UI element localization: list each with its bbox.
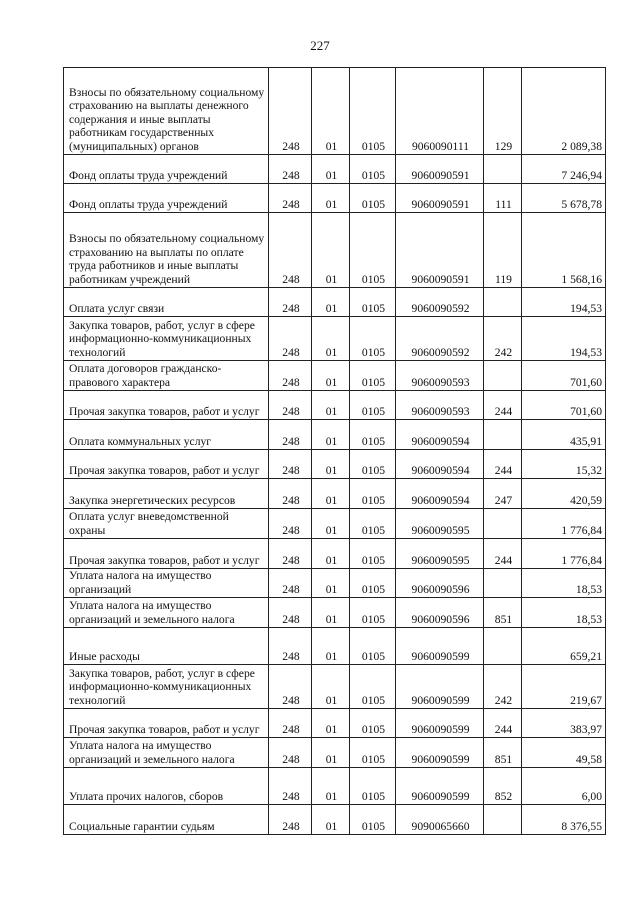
target-article-code: 9060090593 [396, 361, 484, 391]
expense-name: Закупка товаров, работ, услуг в сфере информационно-коммуникационных технологий [64, 665, 269, 709]
target-article-code: 9060090599 [396, 768, 484, 805]
expense-type-code [484, 420, 522, 450]
target-article-code: 9060090595 [396, 509, 484, 539]
section-code: 01 [312, 509, 350, 539]
subsection-code: 0105 [350, 155, 396, 184]
target-article-code: 9060090591 [396, 155, 484, 184]
expense-type-code [484, 628, 522, 665]
target-article-code: 9060090591 [396, 213, 484, 288]
section-code: 01 [312, 391, 350, 420]
subsection-code: 0105 [350, 738, 396, 768]
amount: 194,53 [522, 317, 606, 361]
expense-name: Уплата прочих налогов, сборов [64, 768, 269, 805]
amount: 383,97 [522, 709, 606, 738]
amount: 420,59 [522, 479, 606, 509]
expense-name: Уплата налога на имущество организаций и земельного налога [64, 598, 269, 628]
subsection-code: 0105 [350, 665, 396, 709]
section-code: 01 [312, 184, 350, 213]
table-row [64, 391, 606, 420]
department-code: 248 [269, 768, 312, 805]
expense-name: Уплата налога на имущество организаций и земельного налога [64, 738, 269, 768]
subsection-code: 0105 [350, 479, 396, 509]
department-code: 248 [269, 805, 312, 835]
amount: 1 568,16 [522, 213, 606, 288]
expense-type-code: 852 [484, 768, 522, 805]
expense-name: Взносы по обязательному социальному страхованию на выплаты денежного содержания и иные выплаты работникам государственных (муниципальных) органов [64, 68, 269, 155]
budget-table-body [64, 68, 606, 835]
amount: 8 376,55 [522, 805, 606, 835]
section-code: 01 [312, 155, 350, 184]
department-code: 248 [269, 361, 312, 391]
expense-type-code: 244 [484, 709, 522, 738]
amount: 18,53 [522, 598, 606, 628]
section-code: 01 [312, 628, 350, 665]
table-row [64, 184, 606, 213]
amount: 219,67 [522, 665, 606, 709]
subsection-code: 0105 [350, 68, 396, 155]
department-code: 248 [269, 420, 312, 450]
expense-type-code [484, 805, 522, 835]
amount: 1 776,84 [522, 539, 606, 569]
table-row [64, 569, 606, 598]
target-article-code: 9060090591 [396, 184, 484, 213]
target-article-code: 9060090593 [396, 391, 484, 420]
expense-name: Оплата коммунальных услуг [64, 420, 269, 450]
expense-type-code [484, 288, 522, 317]
table-row [64, 709, 606, 738]
section-code: 01 [312, 805, 350, 835]
expense-type-code: 129 [484, 68, 522, 155]
table-row [64, 598, 606, 628]
expense-type-code: 244 [484, 539, 522, 569]
amount: 2 089,38 [522, 68, 606, 155]
amount: 659,21 [522, 628, 606, 665]
subsection-code: 0105 [350, 317, 396, 361]
section-code: 01 [312, 709, 350, 738]
expense-type-code: 851 [484, 738, 522, 768]
amount: 435,91 [522, 420, 606, 450]
department-code: 248 [269, 288, 312, 317]
table-row [64, 155, 606, 184]
section-code: 01 [312, 569, 350, 598]
expense-name: Уплата налога на имущество организаций [64, 569, 269, 598]
subsection-code: 0105 [350, 569, 396, 598]
department-code: 248 [269, 317, 312, 361]
target-article-code: 9060090594 [396, 450, 484, 479]
expense-type-code: 851 [484, 598, 522, 628]
expense-type-code: 242 [484, 665, 522, 709]
expense-name: Фонд оплаты труда учреждений [64, 184, 269, 213]
expense-type-code: 244 [484, 391, 522, 420]
expense-name: Прочая закупка товаров, работ и услуг [64, 539, 269, 569]
section-code: 01 [312, 450, 350, 479]
target-article-code: 9060090596 [396, 598, 484, 628]
department-code: 248 [269, 155, 312, 184]
table-row [64, 361, 606, 391]
table-row [64, 288, 606, 317]
amount: 701,60 [522, 361, 606, 391]
expense-type-code: 119 [484, 213, 522, 288]
department-code: 248 [269, 569, 312, 598]
table-row [64, 768, 606, 805]
amount: 1 776,84 [522, 509, 606, 539]
department-code: 248 [269, 598, 312, 628]
section-code: 01 [312, 213, 350, 288]
expense-name: Прочая закупка товаров, работ и услуг [64, 450, 269, 479]
section-code: 01 [312, 598, 350, 628]
department-code: 248 [269, 539, 312, 569]
target-article-code: 9060090594 [396, 420, 484, 450]
subsection-code: 0105 [350, 184, 396, 213]
expense-name: Прочая закупка товаров, работ и услуг [64, 709, 269, 738]
subsection-code: 0105 [350, 420, 396, 450]
subsection-code: 0105 [350, 450, 396, 479]
subsection-code: 0105 [350, 361, 396, 391]
budget-table [63, 67, 606, 835]
target-article-code: 9060090594 [396, 479, 484, 509]
department-code: 248 [269, 628, 312, 665]
expense-type-code: 242 [484, 317, 522, 361]
subsection-code: 0105 [350, 628, 396, 665]
expense-type-code [484, 361, 522, 391]
expense-type-code [484, 509, 522, 539]
amount: 5 678,78 [522, 184, 606, 213]
expense-type-code [484, 155, 522, 184]
target-article-code: 9060090599 [396, 628, 484, 665]
table-row [64, 317, 606, 361]
target-article-code: 9060090592 [396, 317, 484, 361]
amount: 7 246,94 [522, 155, 606, 184]
amount: 18,53 [522, 569, 606, 598]
department-code: 248 [269, 391, 312, 420]
section-code: 01 [312, 288, 350, 317]
page-number: 227 [310, 38, 330, 53]
table-row [64, 805, 606, 835]
amount: 15,32 [522, 450, 606, 479]
subsection-code: 0105 [350, 805, 396, 835]
target-article-code: 9060090599 [396, 709, 484, 738]
amount: 49,58 [522, 738, 606, 768]
section-code: 01 [312, 361, 350, 391]
amount: 701,60 [522, 391, 606, 420]
table-row [64, 420, 606, 450]
subsection-code: 0105 [350, 598, 396, 628]
expense-type-code: 244 [484, 450, 522, 479]
department-code: 248 [269, 450, 312, 479]
table-row [64, 539, 606, 569]
target-article-code: 9060090599 [396, 738, 484, 768]
expense-type-code: 111 [484, 184, 522, 213]
expense-name: Фонд оплаты труда учреждений [64, 155, 269, 184]
subsection-code: 0105 [350, 288, 396, 317]
expense-name: Оплата услуг вневедомственной охраны [64, 509, 269, 539]
section-code: 01 [312, 665, 350, 709]
expense-type-code [484, 569, 522, 598]
section-code: 01 [312, 479, 350, 509]
department-code: 248 [269, 68, 312, 155]
table-row [64, 628, 606, 665]
table-row [64, 738, 606, 768]
amount: 194,53 [522, 288, 606, 317]
target-article-code: 9090065660 [396, 805, 484, 835]
expense-name: Социальные гарантии судьям [64, 805, 269, 835]
expense-type-code: 247 [484, 479, 522, 509]
expense-name: Закупка энергетических ресурсов [64, 479, 269, 509]
section-code: 01 [312, 768, 350, 805]
table-row [64, 509, 606, 539]
section-code: 01 [312, 420, 350, 450]
target-article-code: 9060090111 [396, 68, 484, 155]
target-article-code: 9060090595 [396, 539, 484, 569]
department-code: 248 [269, 213, 312, 288]
department-code: 248 [269, 184, 312, 213]
subsection-code: 0105 [350, 213, 396, 288]
section-code: 01 [312, 539, 350, 569]
department-code: 248 [269, 738, 312, 768]
subsection-code: 0105 [350, 391, 396, 420]
subsection-code: 0105 [350, 539, 396, 569]
expense-name: Оплата договоров гражданско-правового характера [64, 361, 269, 391]
target-article-code: 9060090592 [396, 288, 484, 317]
expense-name: Прочая закупка товаров, работ и услуг [64, 391, 269, 420]
department-code: 248 [269, 479, 312, 509]
subsection-code: 0105 [350, 509, 396, 539]
section-code: 01 [312, 317, 350, 361]
table-row [64, 665, 606, 709]
section-code: 01 [312, 68, 350, 155]
amount: 6,00 [522, 768, 606, 805]
subsection-code: 0105 [350, 768, 396, 805]
section-code: 01 [312, 738, 350, 768]
table-row [64, 450, 606, 479]
expense-name: Иные расходы [64, 628, 269, 665]
subsection-code: 0105 [350, 709, 396, 738]
table-row [64, 479, 606, 509]
table-row [64, 68, 606, 155]
department-code: 248 [269, 665, 312, 709]
expense-name: Закупка товаров, работ, услуг в сфере информационно-коммуникационных технологий [64, 317, 269, 361]
table-row [64, 213, 606, 288]
target-article-code: 9060090599 [396, 665, 484, 709]
department-code: 248 [269, 709, 312, 738]
target-article-code: 9060090596 [396, 569, 484, 598]
expense-name: Взносы по обязательному социальному страхованию на выплаты по оплате труда работников и иные выплаты работникам учреждений [64, 213, 269, 288]
expense-name: Оплата услуг связи [64, 288, 269, 317]
department-code: 248 [269, 509, 312, 539]
